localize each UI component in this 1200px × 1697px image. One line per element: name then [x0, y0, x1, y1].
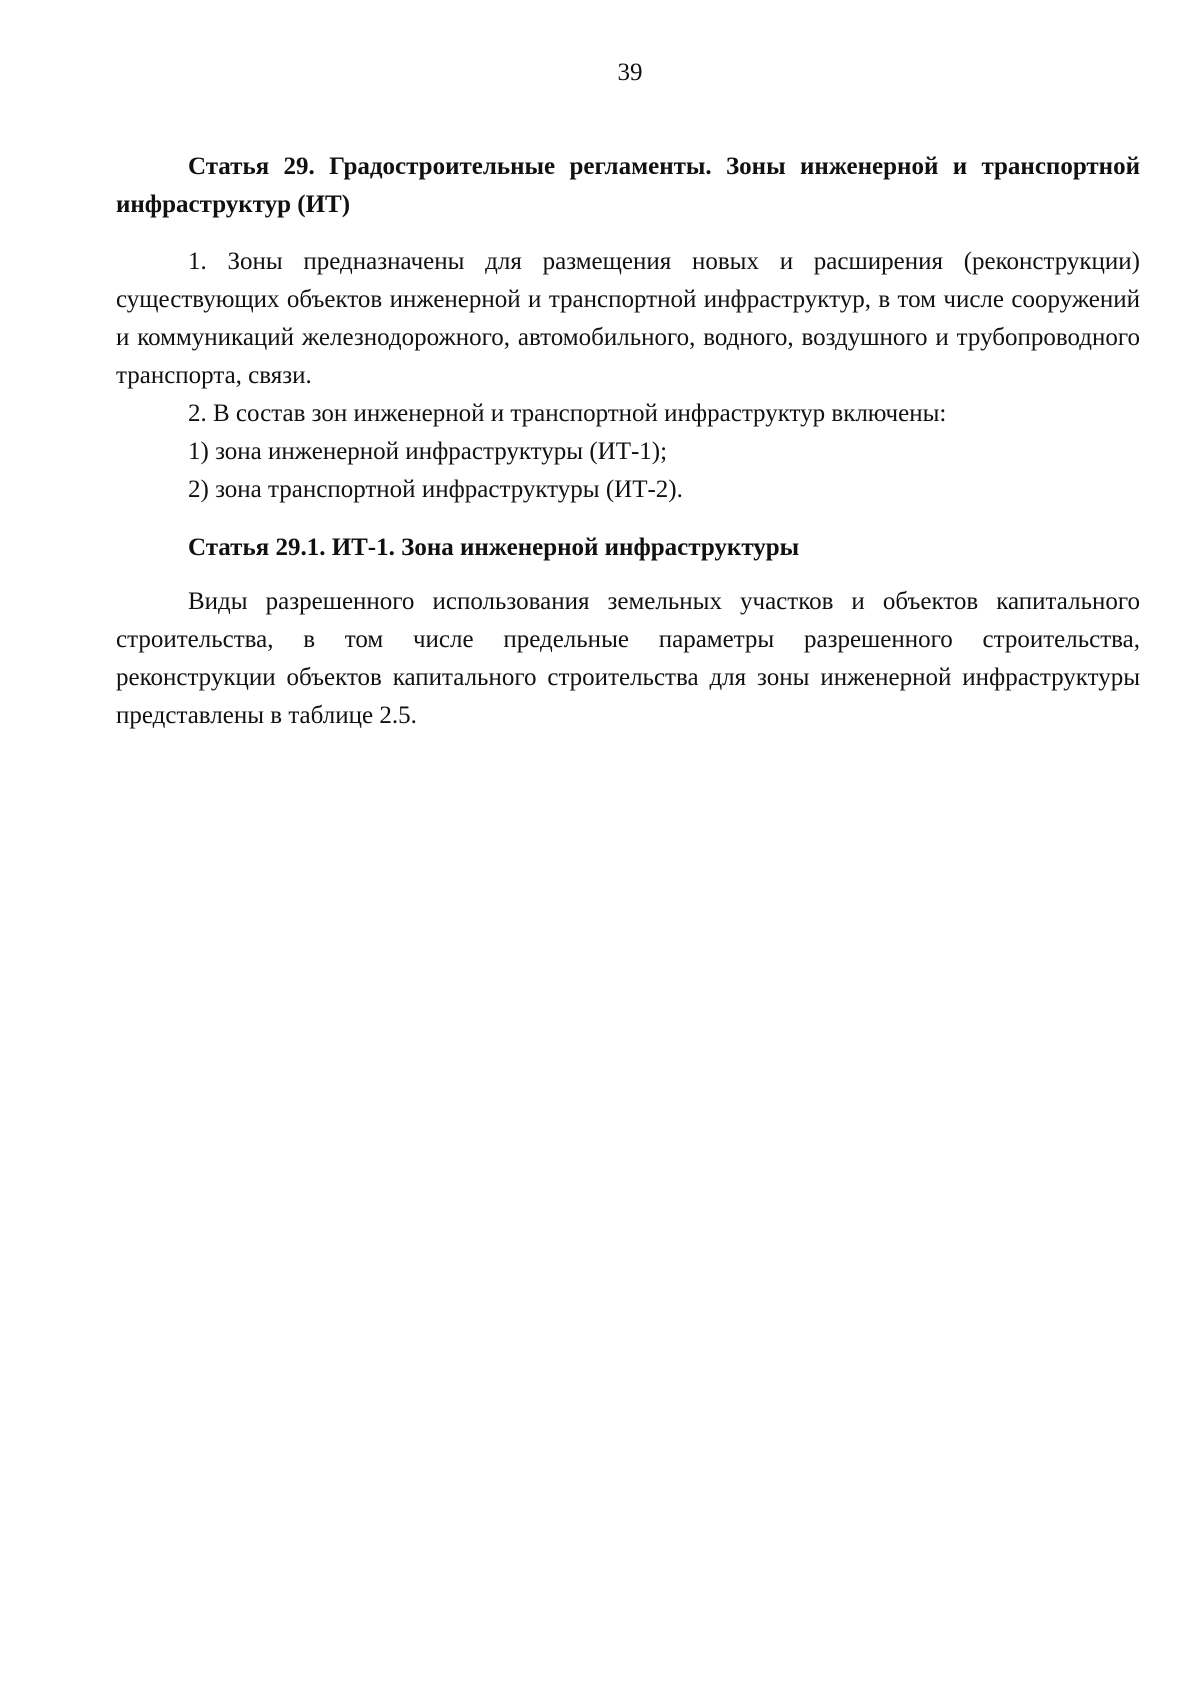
article-29-paragraph-2: 2. В состав зон инженерной и транспортной инфраструктур включены: [188, 400, 947, 427]
document-body [116, 148, 1140, 735]
article-29-list-item-2: 2) зона транспортной инфраструктуры (ИТ-2). [188, 476, 683, 503]
article-29-heading: Статья 29. Градостроительные регламенты. Зоны инженерной и транспортной инфраструктур (ИТ) [116, 153, 1140, 218]
page-number: 39 [617, 59, 643, 86]
article-29-1-heading: Статья 29.1. ИТ-1. Зона инженерной инфраструктуры [188, 534, 800, 561]
spacer [116, 509, 1140, 529]
spacer [116, 567, 1140, 583]
spacer [116, 224, 1140, 243]
article-29-paragraph-1: 1. Зоны предназначены для размещения новых и расширения (реконструкции) существующих объектов инженерной и транспортной инфраструктур, в том числе сооружений и коммуникаций железнодорожного, автомобильного, водного, воздушного и трубопроводного транспорта, связи. [116, 248, 1140, 389]
article-29-1-paragraph-1: Виды разрешенного использования земельных участков и объектов капитального строительства, в том числе предельные параметры разрешенного строительства, реконструкции объектов капитального строительства для зоны инженерной инфраструктуры представлены в таблице 2.5. [116, 588, 1140, 729]
article-29-list-item-1: 1) зона инженерной инфраструктуры (ИТ-1); [188, 438, 668, 465]
